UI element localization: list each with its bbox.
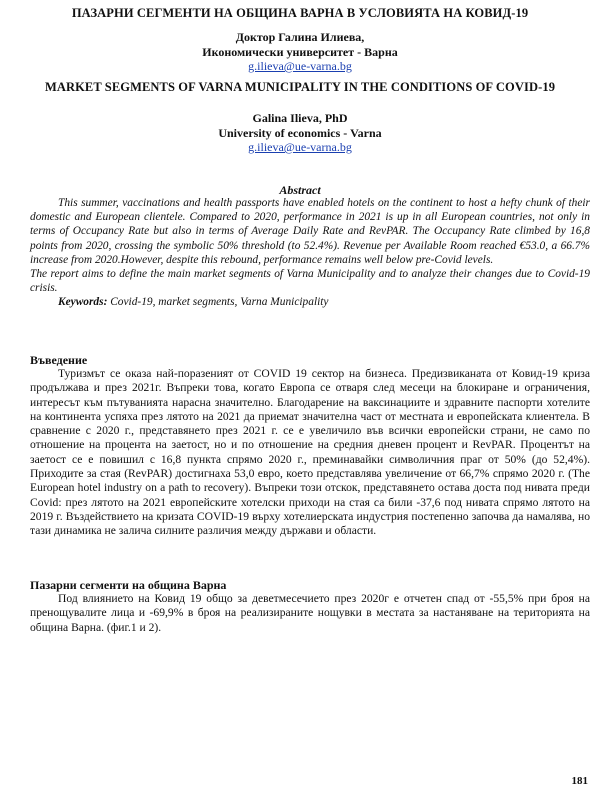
section-heading-intro: Въведение	[30, 353, 88, 367]
keywords-text: Covid-19, market segments, Varna Municipality	[107, 296, 329, 309]
author-name-bulgarian: Доктор Галина Илиева,	[235, 30, 365, 44]
intro-paragraph: Туризмът се оказа най-поразеният от COVID 19 сектор на бизнеса. Предизвиканата от Ковид-19 криза продължава и през 2021г. Въпреки това, когато Европа се отваря след месеци на блокиране и ограничения, интересът към пътуванията нарасна значително. Благодарение на ваксинациите и здравните паспорти хотелите на континента успяха през лятото на 2021 да приемат значителна част от местната и европейската клиентела. В сравнение с 2020 г., представянето през 2021 г. се е увеличило във всички европейски страни, не само по отношение на процента на заетост, но и по отношение на средния дневен процент и RevPAR. Процентът на заетост се е повишил с 16,8 пункта спрямо 2020 г., преминавайки символичния праг от 50% (до 52,4%). Приходите за стая (RevPAR) достигнаха 53,0 евро, което представлява увеличение от 66,7% спрямо 2020 г. (The European hotel industry on a path to recovery). Въпреки този отскок, представянето остава доста под нивата преди Covid: през лятото на 2021 европейските хотелски приходи на стая са били -37,6 под нивата спрямо лятото на 2019 г. Въздействието на кризата COVID-19 върху хотелиерската индустрия постепенно започва да намалява, но тази динамика не залича силните различия между държави и области.	[30, 367, 590, 538]
segments-paragraph: Под влиянието на Ковид 19 общо за деветмесечието през 2020г е отчетен спад от -55,5% при броя на пренощувалите лица и -69,9% в броя на реализираните нощувки в местата за настаняване на територията на община Варна. (фиг.1 и 2).	[30, 592, 590, 634]
email-link-bulgarian[interactable]: g.ilieva@ue-varna.bg	[248, 59, 352, 73]
title-bulgarian: ПАЗАРНИ СЕГМЕНТИ НА ОБЩИНА ВАРНА В УСЛОВИЯТА НА КОВИД-19	[71, 6, 529, 20]
affiliation-bulgarian: Икономически университет - Варна	[202, 44, 398, 59]
intro-body	[30, 367, 590, 539]
abstract-body	[30, 196, 590, 310]
abstract-paragraph-1: This summer, vaccinations and health passports have enabled hotels on the continent to host a hefty chunk of their domestic and European clientele. Compared to 2020, performance in 2021 is up in all European countries, not only in terms of Occupancy Rate but also in terms of Average Daily Rate and RevPAR. The Occupancy Rate climbed by 16,8 points from 2020, crossing the symbolic 50% threshold (to 52.4%). Revenue per Available Room reached €53.0, a 66.7% increase from 2020.However, despite this rebound, performance remains well below pre-Covid levels.	[30, 197, 590, 266]
author-block-english	[0, 111, 600, 155]
keywords-label: Keywords:	[58, 296, 108, 309]
abstract-heading: Abstract	[279, 183, 321, 197]
keywords-line	[30, 295, 590, 309]
author-block-bulgarian	[0, 30, 600, 74]
title-english: MARKET SEGMENTS OF VARNA MUNICIPALITY IN THE CONDITIONS OF COVID-19	[44, 80, 556, 94]
abstract-paragraph-2: The report aims to define the main market segments of Varna Municipality and to analyze their changes due to Covid-19 crisis.	[30, 268, 590, 295]
affiliation-english: University of economics - Varna	[218, 125, 382, 140]
page-number: 181	[571, 775, 588, 787]
segments-body	[30, 592, 590, 635]
email-link-english[interactable]: g.ilieva@ue-varna.bg	[248, 140, 352, 154]
section-heading-segments: Пазарни сегменти на община Варна	[30, 578, 227, 592]
author-name-english: Galina Ilieva, PhD	[252, 111, 348, 125]
